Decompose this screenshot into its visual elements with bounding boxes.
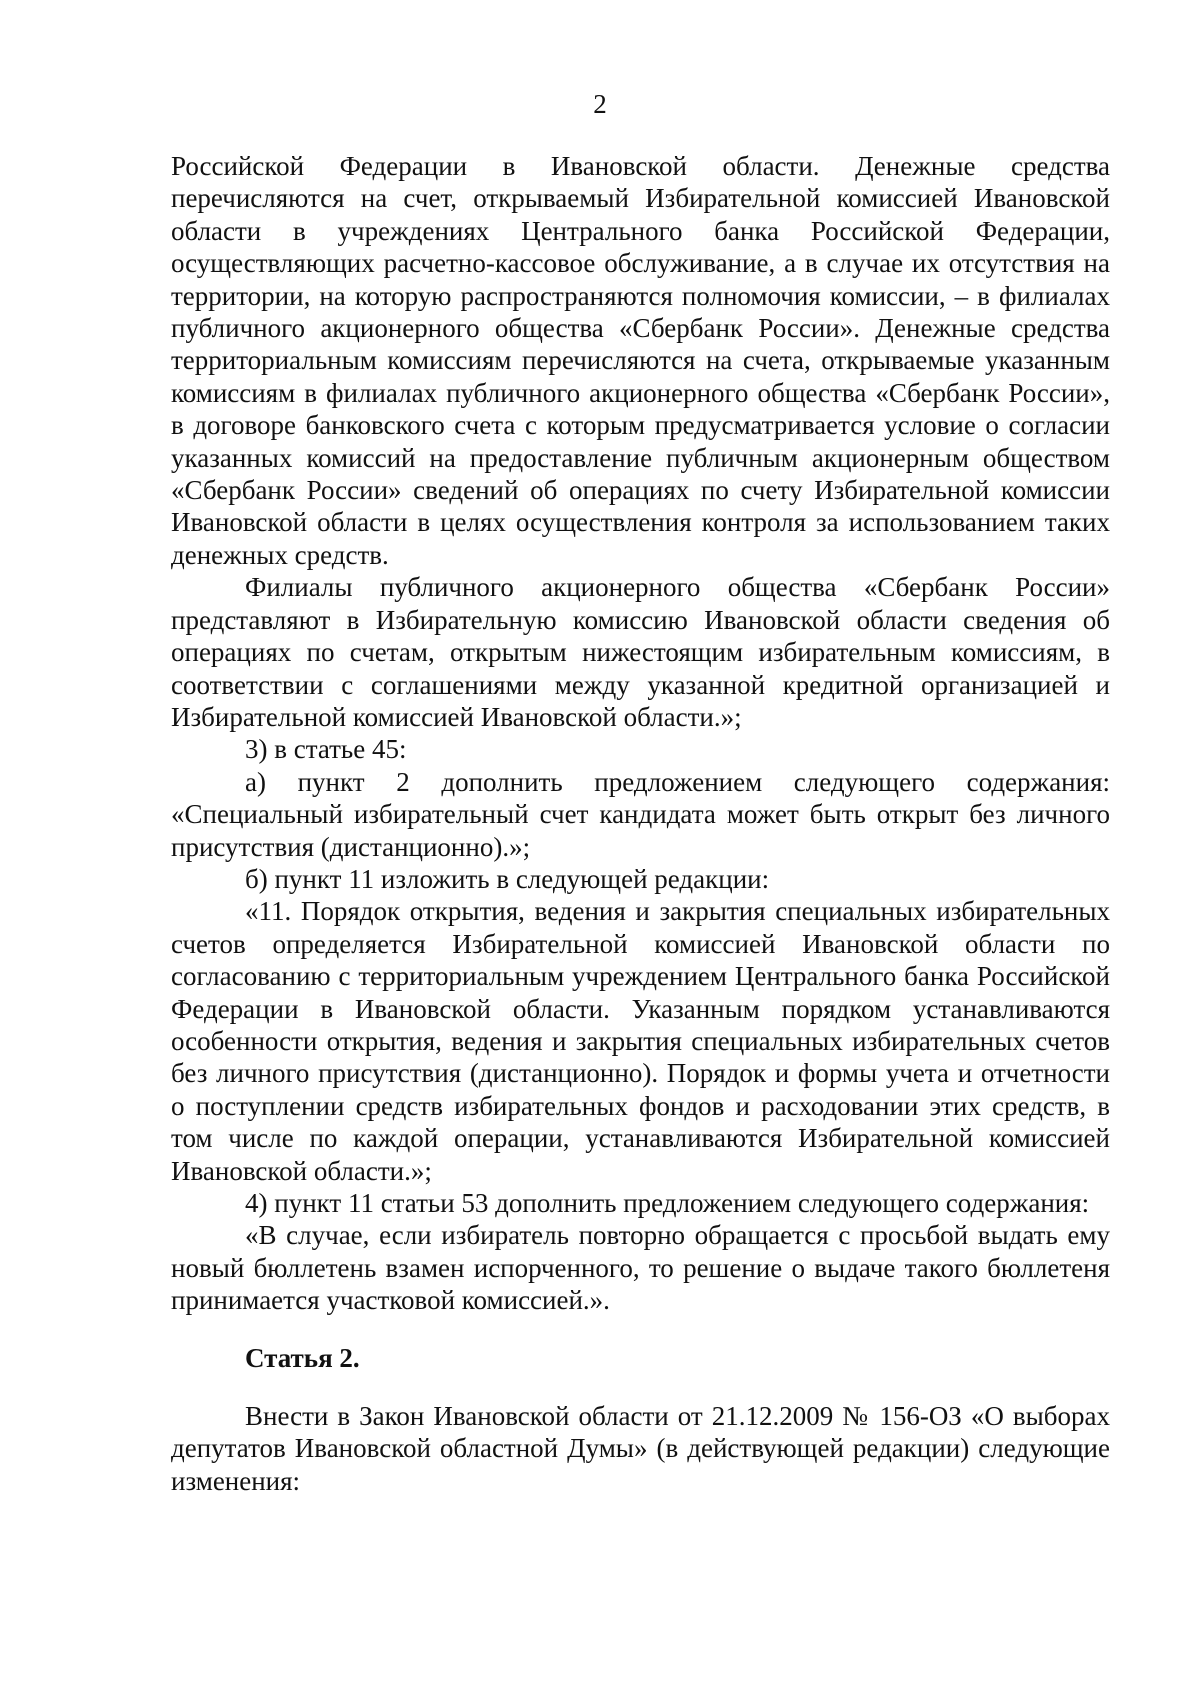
document-body [171, 150, 1110, 1497]
paragraph-8: «В случае, если избиратель повторно обращается с просьбой выдать ему новый бюллетень взамен испорченного, то решение о выдаче такого бюллетеня принимается участковой комиссией.». [171, 1220, 1110, 1316]
paragraph-3: 3) в статье 45: [245, 734, 407, 765]
paragraph-5: б) пункт 11 изложить в следующей редакции: [245, 863, 770, 894]
paragraph-4: а) пункт 2 дополнить предложением следующего содержания: «Специальный избирательный счет кандидата может быть открыт без личного присутствия (дистанционно).»; [171, 766, 1110, 862]
paragraph-2: Филиалы публичного акционерного общества «Сбербанк России» представляют в Избирательную комиссию Ивановской области сведения об операциях по счетам, открытым нижестоящим избирательным комиссиям, в соответствии с соглашениями между указанной кредитной организацией и Избирательной комиссией Ивановской области.»; [171, 572, 1110, 732]
paragraph-7: 4) пункт 11 статьи 53 дополнить предложением следующего содержания: [245, 1188, 1090, 1218]
paragraph-6: «11. Порядок открытия, ведения и закрытия специальных избирательных счетов определяется Избирательной комиссией Ивановской области по согласованию с территориальным учреждением Центрального банка Российской Федерации в Ивановской области. Указанным порядком устанавливаются особенности открытия, ведения и закрытия специальных избирательных счетов без личного присутствия (дистанционно). Порядок и формы учета и отчетности о поступлении средств избирательных фондов и расходовании этих средств, в том числе по каждой операции, устанавливаются Избирательной комиссией Ивановской области.»; [171, 896, 1110, 1186]
article-2-heading: Статья 2. [245, 1342, 360, 1373]
paragraph-1: Российской Федерации в Ивановской области. Денежные средства перечисляются на счет, открываемый Избирательной комиссией Ивановской области в учреждениях Центрального банка Российской Федерации, осуществляющих расчетно-кассовое обслуживание, а в случае их отсутствия на территории, на которую распространяются полномочия комиссии, – в филиалах публичного акционерного общества «Сбербанк России». Денежные средства территориальным комиссиям перечисляются на счета, открываемые указанным комиссиям в филиалах публичного акционерного общества «Сбербанк России», в договоре банковского счета с которым предусматривается условие о согласии указанных комиссий на предоставление публичным акционерным обществом «Сбербанк России» сведений об операциях по счету Избирательной комиссии Ивановской области в целях осуществления контроля за использованием таких денежных средств. [171, 151, 1110, 570]
paragraph-9: Внести в Закон Ивановской области от 21.12.2009 № 156-ОЗ «О выборах депутатов Ивановской областной Думы» (в действующей редакции) следующие изменения: [171, 1401, 1110, 1496]
page-number: 2 [593, 89, 607, 119]
